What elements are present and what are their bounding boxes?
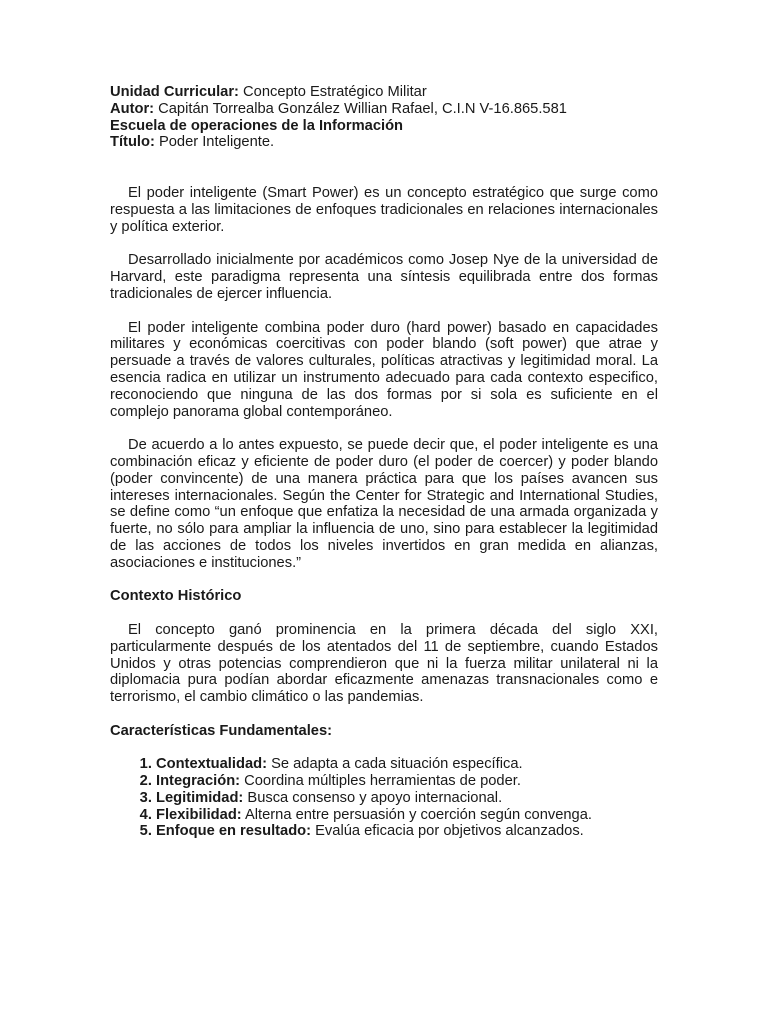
paragraph-intro: El poder inteligente (Smart Power) es un concepto estratégico que surge como respuesta a las limitaciones de enfoques tradicionales en relaciones internacionales y política exterior. xyxy=(110,185,658,235)
paragraph-origin: Desarrollado inicialmente por académicos como Josep Nye de la universidad de Harvard, este paradigma representa una síntesis equilibrada entre dos formas tradicionales de ejercer influencia. xyxy=(110,252,658,302)
header-titulo-value: Poder Inteligente. xyxy=(158,134,275,151)
header-escuela-text: Escuela de operaciones de la Información xyxy=(110,117,404,134)
header-unidad-value: Concepto Estratégico Militar xyxy=(243,84,427,100)
feature-term: Integración: xyxy=(156,773,241,790)
list-item xyxy=(156,807,658,824)
feature-desc: Se adapta a cada situación específica. xyxy=(271,756,523,773)
header-titulo-label: Título: xyxy=(110,134,155,151)
header-titulo xyxy=(110,134,658,151)
header-autor-value: Capitán Torrealba González Willian Rafael, C.I.N V-16.865.581 xyxy=(158,100,567,117)
feature-desc: Busca consenso y apoyo internacional. xyxy=(247,789,503,806)
features-list xyxy=(110,756,658,840)
paragraph-definition: De acuerdo a lo antes expuesto, se puede decir que, el poder inteligente es una combinación eficaz y eficiente de poder duro (el poder de coercer) y poder blando (poder convincente) de una manera práctica para que los países avancen sus intereses internacionales. Según the Center for Strategic and International Studies, se define como “un enfoque que enfatiza la necesidad de una armada organizada y fuerte, no sólo para ampliar la influencia de uno, sino para establecer la legitimidad de las acciones de todos los niveles invertidos en gran medida en alianzas, asociaciones e instituciones.” xyxy=(110,437,658,571)
list-item xyxy=(156,756,658,773)
feature-desc: Alterna entre persuasión y coerción según convenga. xyxy=(244,806,592,823)
spacer xyxy=(110,151,658,185)
header-autor xyxy=(110,101,658,118)
feature-desc: Evalúa eficacia por objetivos alcanzados. xyxy=(315,823,584,840)
paragraph-combination: El poder inteligente combina poder duro (hard power) basado en capacidades militares y económicas coercitivas con poder blando (soft power) que atrae y persuade a través de valores culturales, políticas atractivas y legitimidad moral. La esencia radica en utilizar un instrumento adecuado para cada contexto especifico, reconociendo que ninguna de las dos formas por si sola es suficiente en el complejo panorama global contemporáneo. xyxy=(110,319,658,420)
header-escuela xyxy=(110,118,658,135)
feature-term: Legitimidad: xyxy=(156,789,244,806)
paragraph-historico: El concepto ganó prominencia en la primera década del siglo XXI, particularmente después de los atentados del 11 de septiembre, cuando Estados Unidos y otras potencias comprendieron que ni la fuerza militar unilateral ni la diplomacia pura podían abordar eficazmente amenazas transnacionales como e terrorismo, el cambio climático o las pandemias. xyxy=(110,621,658,706)
feature-desc: Coordina múltiples herramientas de poder. xyxy=(244,773,521,790)
header-unidad-label: Unidad Curricular: xyxy=(110,84,239,100)
section-heading-historico: Contexto Histórico xyxy=(110,588,242,605)
list-item xyxy=(156,773,658,790)
feature-term: Flexibilidad: xyxy=(156,806,242,823)
header-unidad xyxy=(110,84,658,101)
document-page xyxy=(110,84,658,840)
list-item xyxy=(156,790,658,807)
section-heading-caracteristicas: Características Fundamentales: xyxy=(110,722,333,739)
header-autor-label: Autor: xyxy=(110,100,155,117)
feature-term: Contextualidad: xyxy=(156,756,267,773)
list-item xyxy=(156,823,658,840)
feature-term: Enfoque en resultado: xyxy=(156,823,312,840)
